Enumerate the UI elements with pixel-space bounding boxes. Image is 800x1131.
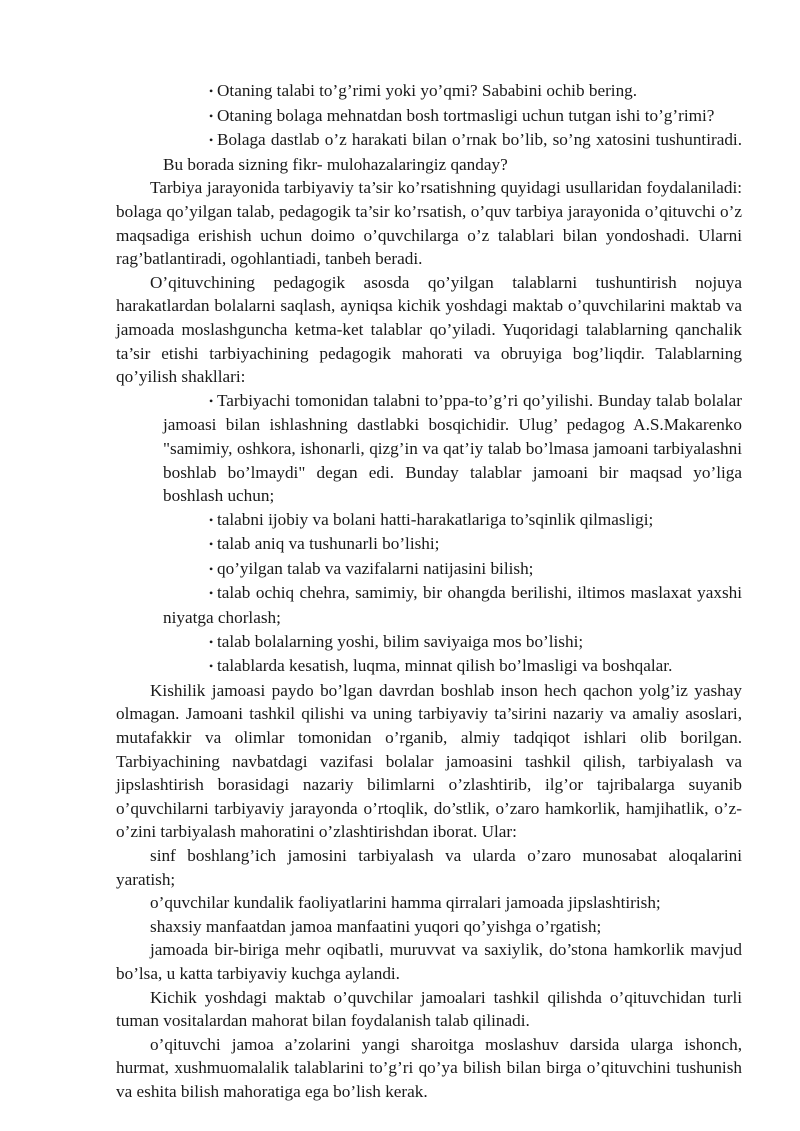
- bullet-item: [163, 508, 742, 533]
- bullet-text: Bolaga dastlab o’z harakati bilan o’rnak bo’lib, so’ng xatosini tushuntiradi. Bu borada sizning fikr- mulohazalaringiz qanday?: [163, 130, 742, 174]
- bullet-item: [163, 104, 742, 129]
- bullet-text: Tarbiyachi tomonidan talabni to’ppa-to’g’ri qo’yilishi. Bunday talab bolalar jamoasi bilan ishlashning dastlabki bosqichidir. Ulug’ pedagog A.S.Makarenko "samimiy, oshkora, ishonarli, qizg’in va qat’iy talab bo’lmasa jamoani tarbiyalashni boshlab bo’lmaydi" degan edi. Bunday talablar jamoani bir maqsad yo’liga boshlash uchun;: [163, 390, 742, 506]
- bullet-icon: •: [209, 659, 214, 674]
- bullet-text: Otaning bolaga mehnatdan bosh tortmasligi uchun tutgan ishi to’g’rimi?: [217, 105, 715, 125]
- bullet-item: [163, 389, 742, 508]
- paragraph: jamoada bir-biriga mehr oqibatli, muruvvat va saxiylik, do’stona hamkorlik mavjud bo’lsa, u katta tarbiyaviy kuchga aylandi.: [116, 940, 742, 983]
- bullet-item: [163, 532, 742, 557]
- bullet-text: talab aniq va tushunarli bo’lishi;: [217, 534, 440, 554]
- bullet-text: talab bolalarning yoshi, bilim saviyaiga mos bo’lishi;: [217, 631, 584, 651]
- bullet-item: [163, 128, 742, 176]
- bullet-item: [163, 654, 742, 679]
- bullet-text: Otaning talabi to’g’rimi yoki yo’qmi? Sababini ochib bering.: [217, 81, 638, 100]
- paragraph: shaxsiy manfaatdan jamoa manfaatini yuqori qo’yishga o’rgatish;: [150, 916, 602, 936]
- paragraph: sinf boshlang’ich jamosini tarbiyalash va ularda o’zaro munosabat aloqalarini yaratish;: [116, 846, 742, 889]
- bullet-icon: •: [209, 634, 214, 649]
- bullet-text: talabni ijobiy va bolani hatti-harakatlariga to’sqinlik qilmasligi;: [217, 509, 654, 529]
- paragraph: o’quvchilar kundalik faoliyatlarini hamma qirralari jamoada jipslashtirish;: [150, 893, 661, 913]
- bullet-icon: •: [209, 512, 214, 527]
- bullet-icon: •: [209, 537, 214, 552]
- bullet-item: [163, 630, 742, 655]
- paragraph: o’qituvchi jamoa a’zolarini yangi sharoitga moslashuv darsida ularga ishonch, hurmat, xushmuomalalik talablarini to’g’ri qo’ya bilish bilan birga o’qituvchini tushunish va eshita bilish mahoratiga ega bo’lish kerak.: [116, 1034, 742, 1101]
- bullet-icon: •: [209, 108, 214, 123]
- paragraph: Kishilik jamoasi paydo bo’lgan davrdan boshlab inson hech qachon yolg’iz yashay olmagan. Jamoani tashkil qilishi va uning tarbiyaviy ta’sirini nazariy va amaliy asoslari, mutafakkir va olimlar tomonidan o’rganib, almiy tadqiqot ishlari olib borilgan. Tarbiyachining navbatdagi vazifasi bolalar jamoasini tashkil qilish, tarbiyalash va jipslashtirish borasidagi nazariy bilimlarni o’zlashtirib, ilg’or tajribalarga suyanib o’quvchilarni tarbiyaviy jarayonda o’rtoqlik, do’stlik, o’zaro hamkorlik, hamjihatlik, o’z-o’zini tarbiyalash mahoratini o’zlashtirishdan iborat. Ular:: [116, 680, 742, 842]
- bullet-text: talab ochiq chehra, samimiy, bir ohangda berilishi, iltimos maslaxat yaxshi niyatga chorlash;: [163, 583, 742, 628]
- document-body: [116, 79, 742, 1104]
- bullet-item: [163, 557, 742, 582]
- bullet-icon: •: [209, 84, 214, 98]
- paragraph: Kichik yoshdagi maktab o’quvchilar jamoalari tashkil qilishda o’qituvchidan turli tuman vositalardan mahorat bilan foydalanish talab qilinadi.: [116, 987, 742, 1031]
- bullet-icon: •: [209, 133, 214, 148]
- bullet-icon: •: [209, 561, 214, 576]
- paragraph: Tarbiya jarayonida tarbiyaviy ta’sir ko’rsatishning quyidagi usullaridan foydalaniladi: bolaga qo’yilgan talab, pedagogik ta’sir ko’rsatish, o’quv tarbiya jarayonida o’qituvchi o’z maqsadiga erishish uchun doimo o’quvchilarga o’z talablari bilan yondoshadi. Ularni rag’batlantiradi, ogohlantiadi, tanbeh beradi.: [116, 178, 742, 269]
- paragraph: O’qituvchining pedagogik asosda qo’yilgan talablarni tushuntirish nojuya harakatlardan bolalarni saqlash, ayniqsa kichik yoshdagi maktab o’quvchilarini maktab va jamoada moslashguncha ketma-ket talablar qo’yiladi. Yuqoridagi talablarning qanchalik ta’sir etishi tarbiyachining pedagogik mahorati va obruyiga bog’liqdir. Talablarning qo’yilish shakllari:: [116, 272, 742, 387]
- bullet-item: [163, 79, 742, 104]
- bullet-text: talablarda kesatish, luqma, minnat qilish bo’lmasligi va boshqalar.: [217, 656, 673, 676]
- bullet-text: qo’yilgan talab va vazifalarni natijasini bilish;: [217, 558, 534, 578]
- bullet-icon: •: [209, 393, 214, 408]
- bullet-icon: •: [209, 586, 214, 601]
- bullet-item: [163, 581, 742, 629]
